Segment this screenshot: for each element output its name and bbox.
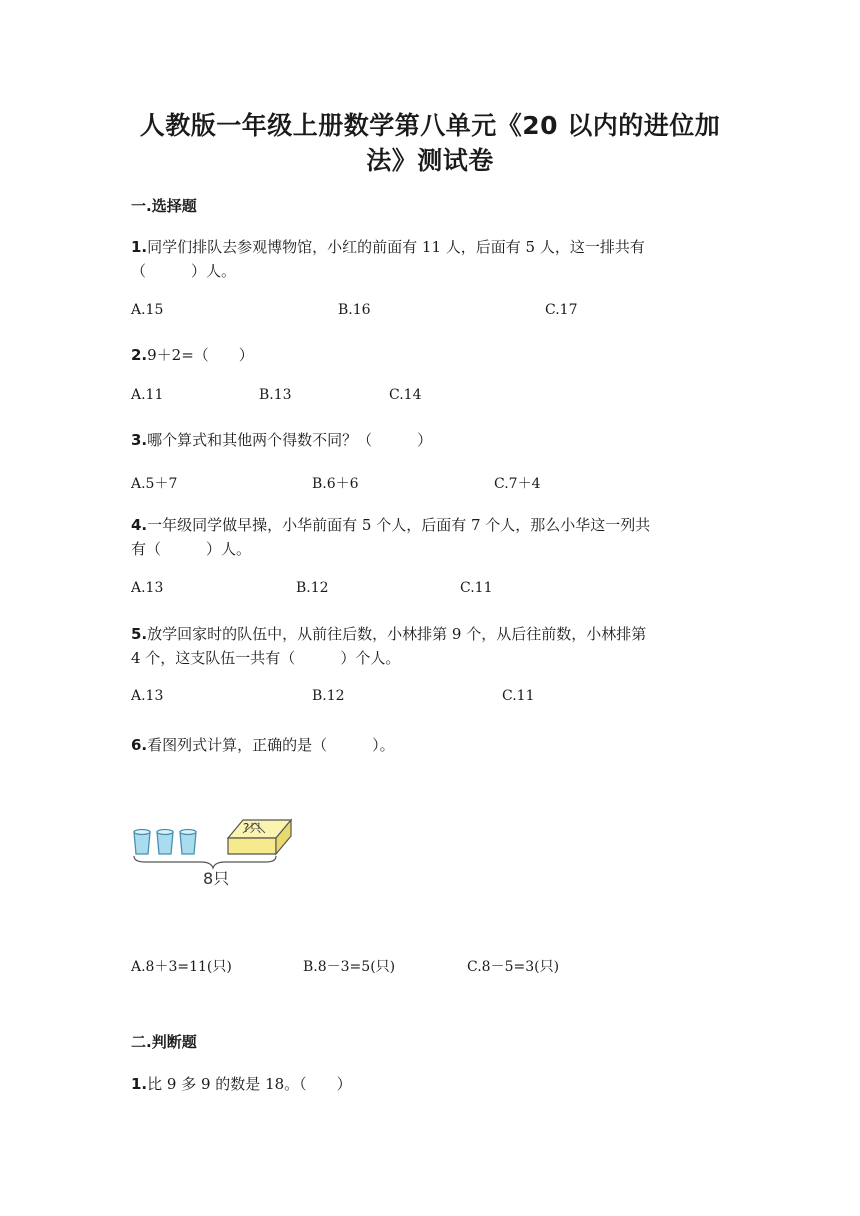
section-heading-judge: 二.判断题: [131, 1033, 197, 1051]
question-text: 9＋2=（ ）: [147, 346, 254, 364]
question-1-option-b[interactable]: B.16: [338, 302, 371, 318]
question-number: 1.: [131, 238, 148, 256]
cup-icon: [134, 830, 150, 855]
question-4-line-1: [131, 514, 650, 535]
question-1-line-1: [131, 236, 645, 257]
page-title-line-1: 人教版一年级上册数学第八单元《20 以内的进位加: [139, 111, 721, 140]
judge-question-1: [131, 1073, 352, 1094]
question-1-option-a[interactable]: A.15: [131, 302, 164, 318]
question-3-line-1: [131, 429, 432, 450]
question-text: 哪个算式和其他两个得数不同？（ ）: [147, 431, 433, 449]
question-text: 同学们排队去参观博物馆，小红的前面有 11 人，后面有 5 人，这一排共有: [147, 238, 645, 256]
cup-icon: [180, 830, 196, 855]
question-6-option-a[interactable]: A.8＋3=11(只): [131, 959, 232, 975]
question-1-option-c[interactable]: C.17: [545, 302, 578, 318]
question-5-line-2: 4 个，这支队伍一共有（ ）个人。: [131, 649, 401, 667]
question-number: 2.: [131, 346, 148, 364]
question-1-line-2: （ ）人。: [131, 262, 237, 280]
question-4-option-b[interactable]: B.12: [296, 580, 329, 596]
question-text: 一年级同学做早操，小华前面有 5 个人，后面有 7 个人，那么小华这一列共: [147, 516, 651, 534]
question-4-option-a[interactable]: A.13: [131, 580, 164, 596]
brace-label: 8只: [203, 869, 230, 888]
brace-icon: [134, 856, 276, 868]
question-6-option-b[interactable]: B.8－3=5(只): [303, 959, 396, 975]
question-4-option-c[interactable]: C.11: [460, 580, 493, 596]
question-2-option-b[interactable]: B.13: [259, 387, 292, 403]
question-number: 4.: [131, 516, 148, 534]
box-label: ?只: [243, 821, 262, 835]
question-2-option-a[interactable]: A.11: [131, 387, 164, 403]
cups-and-box-figure: [131, 812, 301, 892]
question-4-line-2: 有（ ）人。: [131, 540, 252, 558]
question-5-option-b[interactable]: B.12: [312, 688, 345, 704]
question-text: 看图列式计算，正确的是（ ）。: [147, 736, 395, 754]
box-icon: [228, 820, 291, 854]
question-number: 6.: [131, 736, 148, 754]
question-5-line-1: [131, 623, 646, 644]
question-3-option-b[interactable]: B.6＋6: [312, 476, 359, 492]
question-text: 放学回家时的队伍中，从前往后数，小林排第 9 个，从后往前数，小林排第: [147, 625, 647, 643]
page-title-line-2: 法》测试卷: [366, 146, 494, 175]
question-2-line-1: [131, 344, 254, 365]
question-number: 5.: [131, 625, 148, 643]
question-2-option-c[interactable]: C.14: [389, 387, 422, 403]
question-number: 1.: [131, 1075, 148, 1093]
cup-icon: [157, 830, 173, 855]
question-6-line-1: [131, 734, 395, 755]
question-number: 3.: [131, 431, 148, 449]
question-6-option-c[interactable]: C.8－5=3(只): [467, 959, 560, 975]
question-text: 比 9 多 9 的数是 18。（ ）: [147, 1075, 352, 1093]
question-3-option-a[interactable]: A.5＋7: [131, 476, 178, 492]
question-5-option-a[interactable]: A.13: [131, 688, 164, 704]
question-5-option-c[interactable]: C.11: [502, 688, 535, 704]
section-heading-choice: 一.选择题: [131, 197, 197, 215]
question-3-option-c[interactable]: C.7＋4: [494, 476, 541, 492]
